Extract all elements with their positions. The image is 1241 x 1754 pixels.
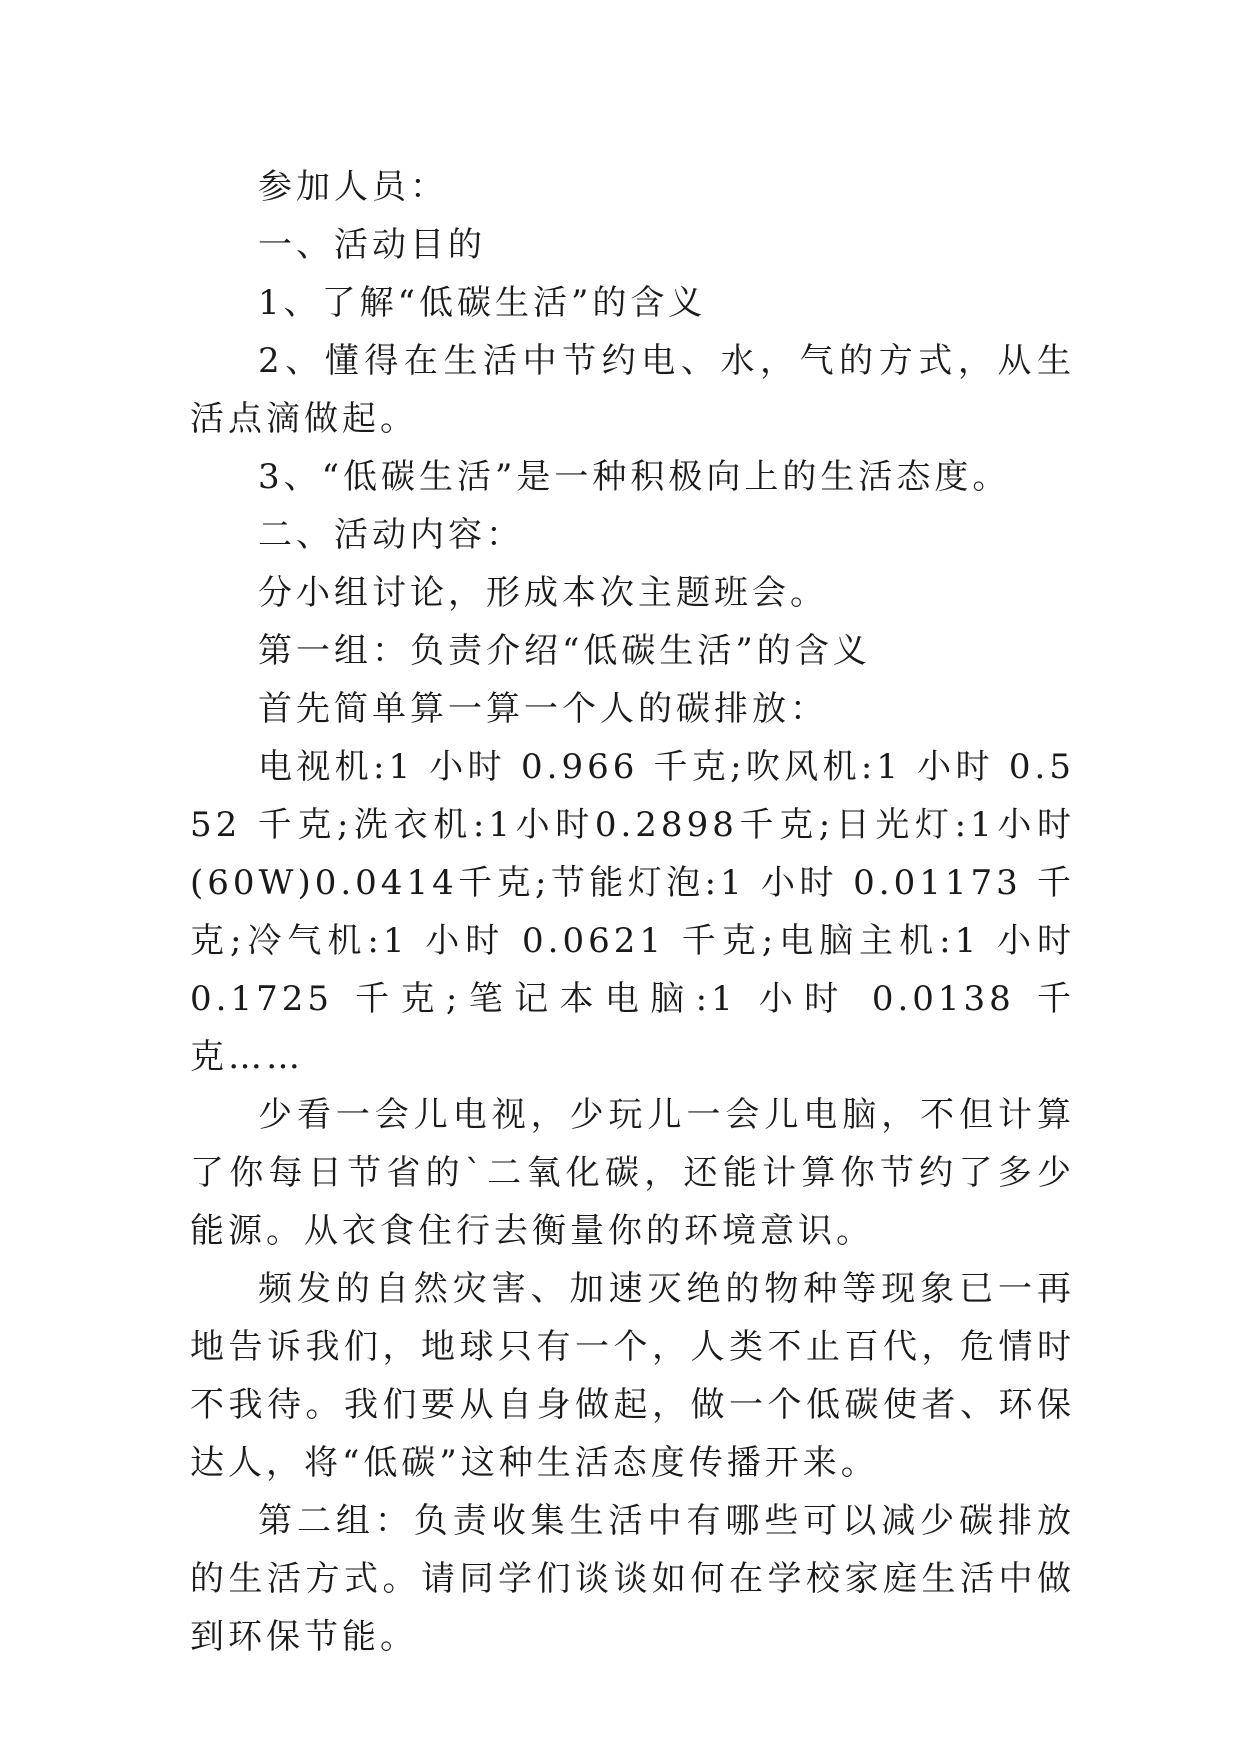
purpose-item-2: 2、懂得在生活中节约电、水，气的方式，从生活点滴做起。 xyxy=(190,341,1075,439)
heading-activity-purpose: 一、活动目的 xyxy=(258,225,486,265)
purpose-item-1: 1、了解“低碳生活”的含义 xyxy=(258,283,707,323)
paragraph-group-one: 第一组：负责介绍“低碳生活”的含义 xyxy=(258,631,871,671)
paragraph-group-discussion: 分小组讨论，形成本次主题班会。 xyxy=(258,573,828,613)
document-body xyxy=(190,158,1075,1666)
paragraph-carbon-calc-intro: 首先简单算一算一个人的碳排放： xyxy=(258,689,828,729)
paragraph-appliance-emissions: 电视机:1 小时 0.966 千克;吹风机:1 小时 0.552 千克;洗衣机:1小时0.2898千克;日光灯:1小时(60W)0.0414千克;节能灯泡:1 小时 0.01173 千克;冷气机:1 小时 0.0621 千克;电脑主机:1 小时 0.1725 千克;笔记本电脑:1 小时 0.0138 千克…… xyxy=(190,747,1075,1077)
paragraph-natural-disasters: 频发的自然灾害、加速灭绝的物种等现象已一再地告诉我们，地球只有一个，人类不止百代，危情时不我待。我们要从自身做起，做一个低碳使者、环保达人，将“低碳”这种生活态度传播开来。 xyxy=(190,1269,1075,1483)
paragraph-watch-less-tv: 少看一会儿电视，少玩儿一会儿电脑，不但计算了你每日节省的`二氧化碳，还能计算你节约了多少能源。从衣食住行去衡量你的环境意识。 xyxy=(190,1095,1075,1251)
heading-activity-content: 二、活动内容： xyxy=(258,515,524,555)
paragraph-participants: 参加人员： xyxy=(258,167,448,207)
purpose-item-3: 3、“低碳生活”是一种积极向上的生活态度。 xyxy=(258,457,1011,497)
paragraph-group-two: 第二组：负责收集生活中有哪些可以减少碳排放的生活方式。请同学们谈谈如何在学校家庭生活中做到环保节能。 xyxy=(190,1501,1075,1657)
